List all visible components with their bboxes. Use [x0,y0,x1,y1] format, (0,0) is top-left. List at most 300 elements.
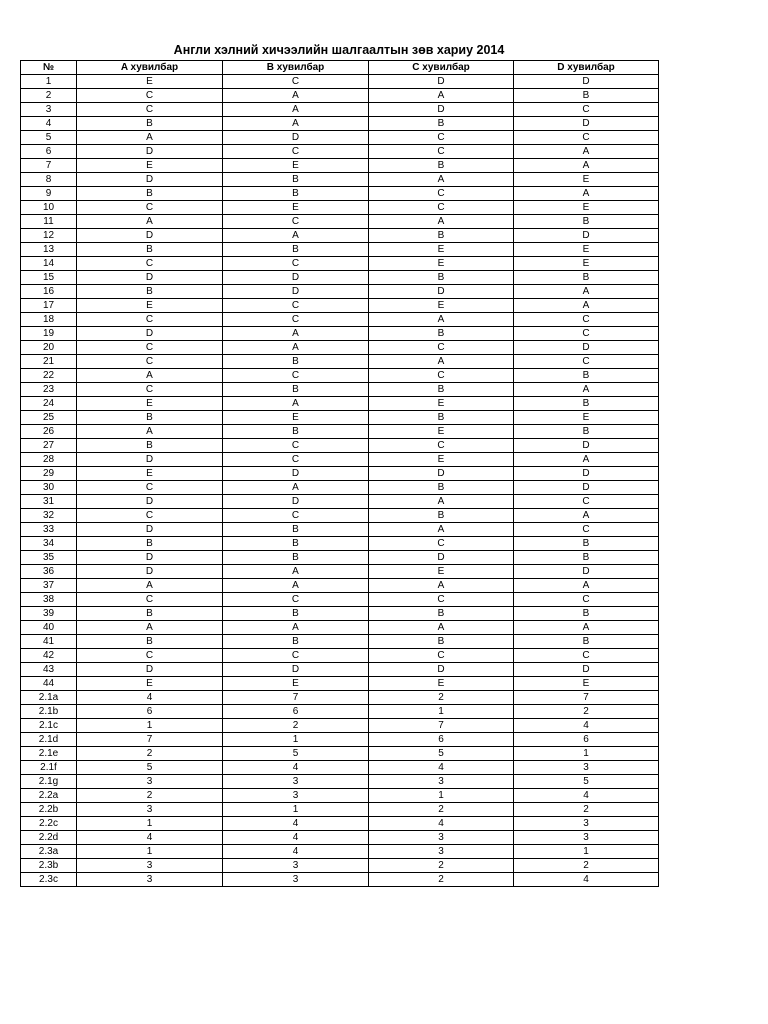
answer-cell: 2 [369,803,514,817]
answer-cell: 4 [369,761,514,775]
answer-cell: B [369,327,514,341]
question-number-cell: 22 [21,369,77,383]
answer-cell: 7 [223,691,369,705]
answer-cell: D [223,467,369,481]
answer-cell: A [77,425,223,439]
answer-cell: D [514,229,659,243]
answer-cell: A [369,495,514,509]
table-row [21,355,659,369]
answer-cell: 7 [77,733,223,747]
table-row [21,733,659,747]
question-number-cell: 32 [21,509,77,523]
table-row [21,299,659,313]
answer-cell: B [369,411,514,425]
question-number-cell: 25 [21,411,77,425]
question-number-cell: 1 [21,75,77,89]
answer-cell: 5 [223,747,369,761]
table-row [21,453,659,467]
answer-cell: A [77,215,223,229]
answer-cell: C [514,355,659,369]
answer-cell: 2 [369,691,514,705]
answer-cell: 5 [369,747,514,761]
table-row [21,551,659,565]
table-row [21,607,659,621]
question-number-cell: 42 [21,649,77,663]
answer-cell: 1 [514,747,659,761]
answer-cell: B [223,383,369,397]
table-row [21,467,659,481]
answer-cell: E [514,201,659,215]
answer-cell: C [77,509,223,523]
answer-cell: B [514,537,659,551]
question-number-cell: 24 [21,397,77,411]
answer-cell: A [514,453,659,467]
answer-cell: B [514,635,659,649]
table-row [21,481,659,495]
answer-cell: E [514,411,659,425]
header-row [21,61,659,75]
table-row [21,677,659,691]
answer-cell: 2 [369,859,514,873]
answer-cell: D [514,75,659,89]
question-number-cell: 37 [21,579,77,593]
answer-cell: C [77,383,223,397]
question-number-cell: 13 [21,243,77,257]
table-row [21,691,659,705]
answer-cell: C [223,299,369,313]
question-number-cell: 5 [21,131,77,145]
answer-cell: C [77,103,223,117]
table-row [21,621,659,635]
answer-cell: B [223,551,369,565]
answer-cell: D [77,551,223,565]
question-number-cell: 30 [21,481,77,495]
answer-cell: 3 [223,873,369,887]
table-row [21,831,659,845]
answer-cell: E [223,677,369,691]
answer-cell: E [223,201,369,215]
table-row [21,271,659,285]
answer-cell: A [223,103,369,117]
question-number-cell: 41 [21,635,77,649]
answer-cell: A [514,509,659,523]
table-row [21,89,659,103]
answer-cell: A [77,369,223,383]
answer-cell: D [77,271,223,285]
answer-cell: A [369,355,514,369]
answer-cell: B [223,355,369,369]
answer-cell: A [514,187,659,201]
question-number-cell: 14 [21,257,77,271]
answer-cell: 3 [223,859,369,873]
answer-cell: 4 [223,817,369,831]
answer-cell: B [77,187,223,201]
answer-cell: E [369,397,514,411]
answer-cell: 1 [77,719,223,733]
answer-cell: 6 [77,705,223,719]
answer-cell: A [223,579,369,593]
table-body [21,75,659,887]
answer-cell: C [223,593,369,607]
answer-cell: 4 [77,691,223,705]
table-row [21,411,659,425]
answer-cell: C [369,187,514,201]
answer-cell: A [77,621,223,635]
table-row [21,285,659,299]
question-number-cell: 2.3b [21,859,77,873]
answer-cell: D [223,131,369,145]
answer-cell: C [514,313,659,327]
answer-cell: 5 [514,775,659,789]
answer-cell: D [77,173,223,187]
table-row [21,845,659,859]
answer-cell: 4 [223,831,369,845]
answer-cell: 3 [369,775,514,789]
question-number-cell: 2.1c [21,719,77,733]
table-row [21,173,659,187]
answer-cell: C [77,481,223,495]
question-number-cell: 2.2a [21,789,77,803]
answer-cell: A [223,481,369,495]
answer-cell: 2 [369,873,514,887]
answer-cell: 2 [514,859,659,873]
table-row [21,495,659,509]
answer-cell: B [514,215,659,229]
table-row [21,131,659,145]
answer-cell: B [223,537,369,551]
answer-cell: D [77,523,223,537]
answer-cell: C [369,131,514,145]
table-row [21,803,659,817]
answer-cell: C [514,523,659,537]
answer-cell: 4 [223,845,369,859]
answer-cell: A [369,523,514,537]
answer-cell: 2 [77,747,223,761]
answer-cell: E [77,467,223,481]
question-number-cell: 9 [21,187,77,201]
question-number-cell: 4 [21,117,77,131]
table-row [21,663,659,677]
answer-cell: C [369,369,514,383]
table-row [21,117,659,131]
answer-cell: E [369,243,514,257]
answer-cell: 3 [77,873,223,887]
answer-cell: C [223,509,369,523]
answer-cell: E [77,159,223,173]
answer-cell: A [223,89,369,103]
answer-cell: A [369,621,514,635]
question-number-cell: 39 [21,607,77,621]
answer-cell: E [514,243,659,257]
table-row [21,369,659,383]
answer-cell: B [514,551,659,565]
answer-cell: C [514,327,659,341]
answer-cell: D [223,271,369,285]
question-number-cell: 2 [21,89,77,103]
table-row [21,593,659,607]
answer-cell: B [77,439,223,453]
answer-cell: E [514,173,659,187]
answer-cell: D [223,663,369,677]
answer-cell: 4 [514,719,659,733]
answer-cell: C [369,593,514,607]
answer-cell: 4 [223,761,369,775]
answer-cell: C [77,257,223,271]
question-number-cell: 2.2b [21,803,77,817]
answer-cell: C [223,453,369,467]
answer-cell: E [369,677,514,691]
table-row [21,859,659,873]
answer-cell: D [514,565,659,579]
question-number-cell: 7 [21,159,77,173]
table-row [21,509,659,523]
answer-cell: B [223,243,369,257]
answer-cell: 2 [514,705,659,719]
table-row [21,103,659,117]
answer-cell: A [223,327,369,341]
answer-cell: E [77,75,223,89]
question-number-cell: 27 [21,439,77,453]
answer-cell: 3 [77,775,223,789]
table-row [21,229,659,243]
table-row [21,257,659,271]
answer-cell: 1 [369,705,514,719]
answer-cell: C [223,313,369,327]
answer-cell: B [77,537,223,551]
answer-cell: E [77,677,223,691]
answer-cell: C [77,89,223,103]
answer-cell: A [223,229,369,243]
answer-cell: 1 [77,817,223,831]
answer-cell: D [369,663,514,677]
answer-cell: B [514,607,659,621]
answer-cell: E [223,411,369,425]
answer-cell: 6 [514,733,659,747]
answer-cell: 3 [77,803,223,817]
answer-cell: B [77,411,223,425]
answer-cell: E [369,453,514,467]
question-number-cell: 34 [21,537,77,551]
answer-cell: B [77,285,223,299]
answer-cell: A [77,579,223,593]
table-row [21,649,659,663]
question-number-cell: 26 [21,425,77,439]
question-number-cell: 36 [21,565,77,579]
answer-cell: A [514,383,659,397]
answer-cell: B [223,173,369,187]
table-row [21,523,659,537]
answer-cell: B [369,229,514,243]
answer-cell: C [369,201,514,215]
answer-cell: B [77,117,223,131]
answer-cell: C [77,593,223,607]
answer-cell: A [223,621,369,635]
answer-cell: D [77,565,223,579]
question-number-cell: 2.1g [21,775,77,789]
question-number-cell: 44 [21,677,77,691]
answer-cell: A [514,299,659,313]
answer-cell: B [77,607,223,621]
answer-cell: A [514,285,659,299]
answer-cell: D [514,439,659,453]
table-row [21,215,659,229]
answer-cell: A [369,579,514,593]
answer-cell: C [514,131,659,145]
answer-cell: D [77,145,223,159]
answer-cell: C [77,649,223,663]
table-row [21,775,659,789]
answer-cell: B [514,89,659,103]
answer-cell: A [223,565,369,579]
answer-cell: E [77,397,223,411]
answer-cell: C [369,341,514,355]
answer-cell: D [369,285,514,299]
table-row [21,537,659,551]
answer-cell: D [223,285,369,299]
answer-cell: C [369,145,514,159]
answer-cell: B [369,635,514,649]
answer-cell: 3 [369,831,514,845]
table-row [21,817,659,831]
question-number-cell: 31 [21,495,77,509]
question-number-cell: 2.2d [21,831,77,845]
table-row [21,243,659,257]
table-row [21,425,659,439]
table-row [21,761,659,775]
answer-cell: E [514,257,659,271]
question-number-cell: 2.1e [21,747,77,761]
question-number-cell: 40 [21,621,77,635]
column-header-variant: A хувилбар [77,61,223,75]
question-number-cell: 11 [21,215,77,229]
answer-cell: 3 [223,789,369,803]
answer-cell: 1 [369,789,514,803]
table-row [21,383,659,397]
table-row [21,313,659,327]
question-number-cell: 21 [21,355,77,369]
column-header-variant: B хувилбар [223,61,369,75]
table-row [21,789,659,803]
question-number-cell: 2.1d [21,733,77,747]
answer-cell: C [77,341,223,355]
answer-cell: A [514,579,659,593]
answer-cell: E [369,257,514,271]
question-number-cell: 38 [21,593,77,607]
answer-cell: 4 [369,817,514,831]
answer-cell: D [514,341,659,355]
question-number-cell: 10 [21,201,77,215]
question-number-cell: 2.2c [21,817,77,831]
answer-cell: B [369,509,514,523]
answer-cell: 1 [223,803,369,817]
answer-cell: 1 [223,733,369,747]
answer-cell: D [369,551,514,565]
column-header-variant: C хувилбар [369,61,514,75]
answer-cell: A [77,131,223,145]
question-number-cell: 19 [21,327,77,341]
table-header [21,61,659,75]
answer-cell: B [369,159,514,173]
question-number-cell: 29 [21,467,77,481]
question-number-cell: 23 [21,383,77,397]
answer-cell: A [514,621,659,635]
answer-cell: D [77,663,223,677]
answer-cell: B [77,243,223,257]
answer-cell: D [514,663,659,677]
table-row [21,75,659,89]
answer-cell: B [369,607,514,621]
answer-cell: 3 [514,761,659,775]
answer-cell: C [514,593,659,607]
answer-cell: A [369,215,514,229]
answer-cell: 1 [77,845,223,859]
table-row [21,565,659,579]
answer-cell: A [223,341,369,355]
answer-cell: A [369,173,514,187]
table-row [21,439,659,453]
table-row [21,397,659,411]
table-row [21,873,659,887]
table-row [21,187,659,201]
question-number-cell: 6 [21,145,77,159]
answer-cell: B [514,271,659,285]
answer-cell: D [77,495,223,509]
answer-key-table [20,60,659,887]
answer-cell: C [514,649,659,663]
answer-cell: 3 [369,845,514,859]
answer-cell: B [369,271,514,285]
answer-cell: 4 [514,789,659,803]
answer-cell: C [223,257,369,271]
question-number-cell: 20 [21,341,77,355]
question-number-cell: 2.3c [21,873,77,887]
answer-cell: D [369,103,514,117]
answer-cell: 3 [514,831,659,845]
answer-cell: D [77,453,223,467]
question-number-cell: 8 [21,173,77,187]
answer-cell: C [514,103,659,117]
answer-cell: 2 [223,719,369,733]
answer-cell: B [514,397,659,411]
answer-cell: B [223,187,369,201]
answer-cell: 3 [223,775,369,789]
table-row [21,747,659,761]
answer-cell: 7 [514,691,659,705]
answer-cell: A [514,145,659,159]
answer-cell: B [223,425,369,439]
answer-cell: 4 [77,831,223,845]
answer-cell: B [514,369,659,383]
page-title: Англи хэлний хичээлийн шалгаалтын зөв хариу 2014 [173,43,505,57]
question-number-cell: 17 [21,299,77,313]
table-row [21,159,659,173]
answer-cell: E [369,425,514,439]
answer-cell: C [223,75,369,89]
table-row [21,719,659,733]
answer-cell: C [77,313,223,327]
question-number-cell: 18 [21,313,77,327]
answer-cell: D [514,117,659,131]
answer-cell: 6 [369,733,514,747]
answer-cell: D [514,481,659,495]
answer-cell: A [223,117,369,131]
answer-cell: D [77,327,223,341]
answer-cell: 7 [369,719,514,733]
answer-cell: C [514,495,659,509]
answer-cell: D [77,229,223,243]
question-number-cell: 2.1a [21,691,77,705]
question-number-cell: 2.1f [21,761,77,775]
